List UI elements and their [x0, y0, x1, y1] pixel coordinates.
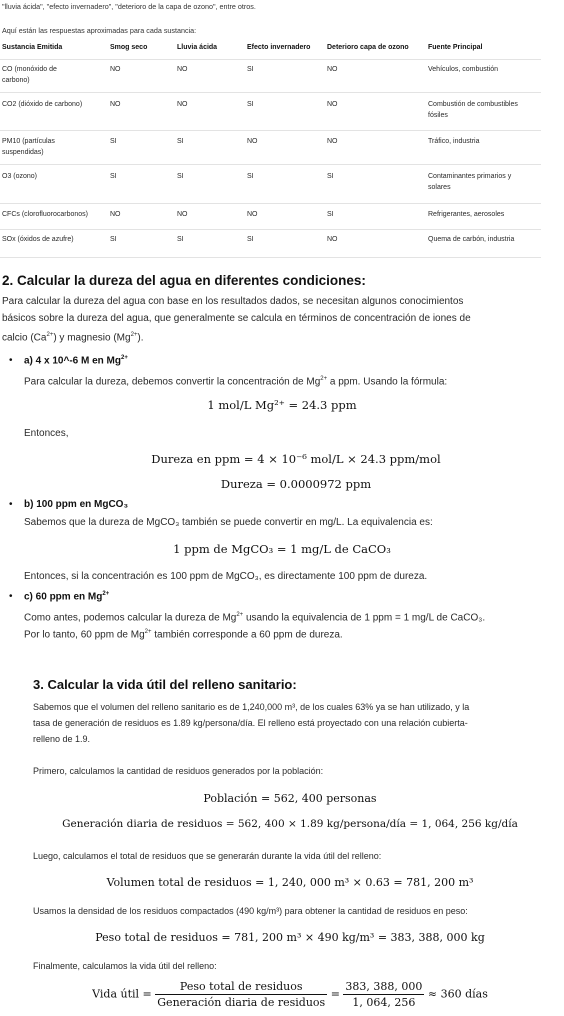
table-cell-substance: CO2 (dióxido de carbono)	[2, 101, 83, 108]
bullet-dot: •	[9, 591, 13, 602]
table-cell-lluvia: SI	[177, 173, 184, 180]
table-cell-smog: NO	[110, 66, 121, 73]
section2-para-line3: calcio $(Ca^{2+})$ y magnesio $(Mg^{2+})$.	[2, 332, 144, 344]
table-row-divider	[0, 92, 541, 93]
table-row-divider	[0, 59, 541, 60]
bullet-dot: •	[9, 499, 13, 510]
item-c-text-1: Como antes, podemos calcular la dureza de $Mg^{2+}$ usando la equivalencia de 1 ppm = 1 mg/L de CaCO₃.	[24, 612, 486, 624]
entonces-label: Entonces,	[24, 428, 69, 439]
table-cell-smog: SI	[110, 173, 117, 180]
section3-para-line1: Sabemos que el volumen del relleno sanitario es de 1,240,000 m³, de los cuales 63% ya se han utilizado, y la	[33, 702, 470, 712]
table-cell-lluvia: SI	[177, 138, 184, 145]
equation-generacion: Generación diaria de residuos = 562, 400 × 1.89 kg/persona/día = 1, 064, 256 kg/día	[62, 818, 518, 830]
table-cell-ozono: NO	[327, 236, 338, 243]
item-a-text: Para calcular la dureza, debemos convertir la concentración de $Mg^{2+}$ a ppm. Usando la fórmula:	[24, 376, 448, 388]
table-cell-ozono: SI	[327, 211, 334, 218]
table-row-divider	[0, 164, 541, 165]
table-cell-ozono: NO	[327, 66, 338, 73]
bullet-dot: •	[9, 355, 13, 366]
table-header-cell: Lluvia ácida	[177, 44, 218, 51]
section2-para-line1: Para calcular la dureza del agua con base en los resultados dados, se necesitan algunos conocimientos	[2, 296, 464, 307]
table-cell-efecto: NO	[247, 138, 258, 145]
table-cell-substance: carbono)	[2, 77, 30, 84]
table-cell-fuente: fósiles	[428, 112, 448, 119]
item-b-conclusion: Entonces, si la concentración es 100 ppm de MgCO₃, es directamente 100 ppm de dureza.	[24, 571, 428, 582]
intro-answers-line: Aquí están las respuestas aproximadas para cada sustancia:	[2, 26, 197, 35]
table-header-cell: Fuente Principal	[428, 44, 483, 51]
section3-paragraph	[33, 699, 563, 747]
table-cell-substance: suspendidas)	[2, 149, 44, 156]
table-row-divider	[0, 203, 541, 204]
table-cell-smog: NO	[110, 101, 121, 108]
table-cell-efecto: SI	[247, 236, 254, 243]
table-cell-substance: CO (monóxido de	[2, 66, 57, 73]
table-cell-fuente: Vehículos, combustión	[428, 66, 499, 73]
equation-peso: Peso total de residuos = 781, 200 m³ × 490 kg/m³ = 383, 388, 000 kg	[95, 931, 485, 944]
equation-volumen: Volumen total de residuos = 1, 240, 000 m³ × 0.63 = 781, 200 m³	[106, 876, 474, 889]
table-cell-lluvia: NO	[177, 211, 188, 218]
table-cell-smog: SI	[110, 236, 117, 243]
table-row-divider	[0, 257, 541, 258]
table-cell-lluvia: NO	[177, 101, 188, 108]
table-cell-fuente: Tráfico, industria	[428, 138, 480, 145]
section3-para-line2: tasa de generación de residuos es 1.89 kg/persona/día. El relleno está proyectado con una relación cubierta-	[33, 718, 468, 728]
table-cell-substance: CFCs (clorofluorocarbonos)	[2, 211, 88, 218]
item-c-text-2: Por lo tanto, 60 ppm de $Mg^{2+}$ también corresponde a 60 ppm de dureza.	[24, 629, 343, 641]
table-header-cell: Smog seco	[110, 44, 148, 51]
table-cell-efecto: NO	[247, 211, 258, 218]
table-cell-fuente: solares	[428, 184, 451, 191]
section2-para-line2: básicos sobre la dureza del agua, que generalmente se calcula en términos de concentración de iones de	[2, 313, 471, 324]
section3-usamos: Usamos la densidad de los residuos compactados (490 kg/m³) para obtener la cantidad de residuos en peso:	[33, 906, 468, 916]
table-cell-ozono: NO	[327, 138, 338, 145]
table-row-divider	[0, 229, 541, 230]
table-cell-lluvia: NO	[177, 66, 188, 73]
table-cell-fuente: Quema de carbón, industria	[428, 236, 515, 243]
table-cell-substance: PM10 (partículas	[2, 138, 55, 145]
table-cell-fuente: Contaminantes primarios y	[428, 173, 512, 180]
section3-primero: Primero, calculamos la cantidad de residuos generados por la población:	[33, 766, 324, 776]
table-cell-substance: O3 (ozono)	[2, 173, 38, 180]
table-cell-ozono: NO	[327, 101, 338, 108]
equation-a1: 1 mol/L Mg²⁺ = 24.3 ppm	[207, 398, 357, 412]
table-cell-smog: NO	[110, 211, 121, 218]
fraction-vida-numbers: $\frac{383, 388, 000}{1, 064, 256}$	[345, 980, 423, 1009]
section2-heading: 2. Calcular la dureza del agua en diferentes condiciones:	[2, 273, 366, 288]
table-cell-fuente: Refrigerantes, aerosoles	[428, 211, 505, 218]
section3-finalmente: Finalmente, calculamos la vida útil del relleno:	[33, 961, 217, 971]
equation-b: 1 ppm de MgCO₃ = 1 mg/L de CaCO₃	[173, 542, 391, 556]
item-a-title: a) 4 x 10^-6 M en $Mg^{2+}$	[24, 355, 128, 367]
equation-a3: Dureza = 0.0000972 ppm	[220, 477, 372, 491]
table-cell-substance: SOx (óxidos de azufre)	[2, 236, 74, 243]
intro-top-line: "lluvia ácida", "efecto invernadero", "deterioro de la capa de ozono", entre otros.	[2, 2, 256, 11]
equation-vida-util: Vida útil = $\frac{\text{Peso total de residuos}}{\text{Generación diaria de residuos}}$ = $\frac{383, 388, 000}{1, 064, 256}$ ≈ 360 días	[92, 980, 488, 1009]
table-cell-efecto: SI	[247, 173, 254, 180]
table-cell-efecto: SI	[247, 66, 254, 73]
table-cell-ozono: SI	[327, 173, 334, 180]
table-header-cell: Sustancia Emitida	[2, 44, 63, 51]
section3-heading: 3. Calcular la vida útil del relleno sanitario:	[33, 677, 297, 692]
table-row-divider	[0, 130, 541, 131]
item-c-title: c) 60 ppm en $Mg^{2+}$	[24, 591, 110, 603]
table-header-cell: Deterioro capa de ozono	[327, 44, 409, 51]
fraction-vida-words: $\frac{\text{Peso total de residuos}}{\text{Generación diaria de residuos}}$	[157, 980, 326, 1009]
equation-poblacion: Población = 562, 400 personas	[203, 792, 377, 805]
equation-a2: Dureza en ppm = 4 × 10⁻⁶ mol/L × 24.3 ppm/mol	[151, 452, 441, 466]
table-cell-fuente: Combustión de combustibles	[428, 101, 518, 108]
item-b-title: b) 100 ppm en MgCO₃	[24, 499, 129, 510]
section3-para-line3: relleno de 1.9.	[33, 734, 91, 744]
section2-paragraph	[2, 293, 562, 346]
table-cell-efecto: SI	[247, 101, 254, 108]
table-header-cell: Efecto invernadero	[247, 44, 311, 51]
section3-luego: Luego, calculamos el total de residuos que se generarán durante la vida útil del relleno:	[33, 851, 382, 861]
table-cell-lluvia: SI	[177, 236, 184, 243]
item-b-text: Sabemos que la dureza de MgCO₃ también se puede convertir en mg/L. La equivalencia es:	[24, 517, 433, 528]
table-cell-smog: SI	[110, 138, 117, 145]
